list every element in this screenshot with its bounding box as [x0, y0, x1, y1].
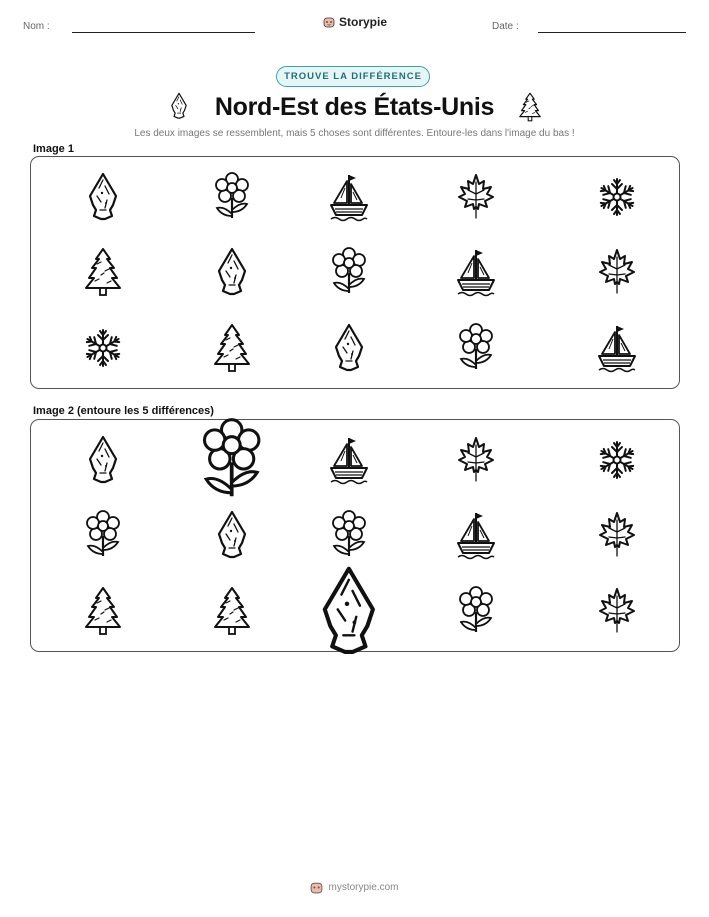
- arrowhead-icon[interactable]: [211, 247, 253, 297]
- maple-leaf-icon[interactable]: [596, 586, 638, 636]
- brand-logo: [323, 15, 387, 29]
- image1-label: Image 1: [33, 143, 74, 155]
- sailboat-icon[interactable]: [328, 435, 370, 485]
- arrowhead-icon[interactable]: [328, 323, 370, 373]
- page-title: Nord-Est des États-Unis: [214, 92, 495, 121]
- maple-leaf-icon[interactable]: [455, 435, 497, 485]
- sailboat-icon[interactable]: [455, 510, 497, 560]
- image2-label: Image 2 (entoure les 5 différences): [33, 405, 214, 417]
- pine-tree-icon[interactable]: [82, 586, 124, 636]
- date-label: Date :: [492, 21, 519, 32]
- sailboat-icon[interactable]: [328, 172, 370, 222]
- flower-icon[interactable]: [455, 323, 497, 373]
- footer: [0, 881, 709, 894]
- flower-icon[interactable]: [328, 247, 370, 297]
- maple-leaf-icon[interactable]: [596, 247, 638, 297]
- flower-icon[interactable]: [211, 172, 253, 222]
- flower-icon[interactable]: [82, 510, 124, 560]
- arrowhead-icon[interactable]: [211, 510, 253, 560]
- storypie-mascot-icon: [323, 16, 335, 28]
- arrowhead-icon[interactable]: [82, 435, 124, 485]
- sailboat-icon[interactable]: [455, 247, 497, 297]
- arrowhead-icon[interactable]: [310, 565, 388, 658]
- pine-tree-icon[interactable]: [211, 586, 253, 636]
- flower-icon[interactable]: [328, 510, 370, 560]
- name-label: Nom :: [23, 21, 50, 32]
- snowflake-icon[interactable]: [82, 323, 124, 373]
- name-field[interactable]: [72, 32, 255, 33]
- flower-icon[interactable]: [196, 418, 267, 503]
- brand-name: Storypie: [339, 15, 388, 29]
- flower-icon[interactable]: [455, 586, 497, 636]
- arrowhead-icon[interactable]: [82, 172, 124, 222]
- activity-badge: TROUVE LA DIFFÉRENCE: [276, 66, 430, 87]
- instructions: Les deux images se ressemblent, mais 5 choses sont différentes. Entoure-les dans l'image du bas !: [134, 128, 575, 139]
- sailboat-icon[interactable]: [596, 323, 638, 373]
- pine-tree-icon: [516, 92, 544, 122]
- pine-tree-icon[interactable]: [82, 247, 124, 297]
- footer-url[interactable]: mystorypie.com: [328, 882, 399, 893]
- maple-leaf-icon[interactable]: [455, 172, 497, 222]
- snowflake-icon[interactable]: [596, 435, 638, 485]
- date-field[interactable]: [538, 32, 686, 33]
- snowflake-icon[interactable]: [596, 172, 638, 222]
- pine-tree-icon[interactable]: [211, 323, 253, 373]
- storypie-mascot-icon: [310, 881, 323, 894]
- maple-leaf-icon[interactable]: [596, 510, 638, 560]
